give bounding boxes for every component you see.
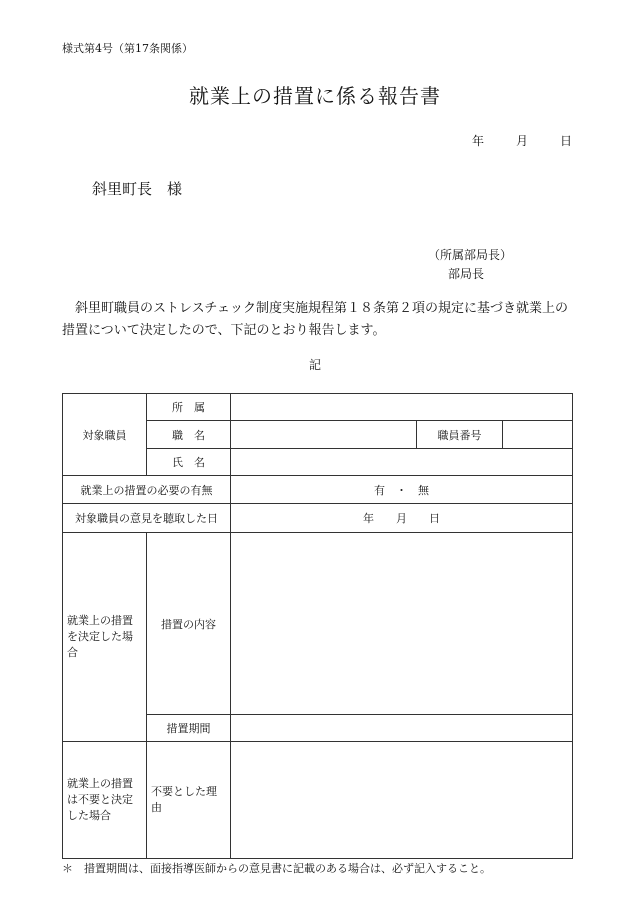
footnote: ＊ 措置期間は、面接指導医師からの意見書に記載のある場合は、必ず記入すること。	[62, 862, 491, 875]
measure-content-label: 措置の内容	[147, 533, 231, 715]
opinion-date-field[interactable]: 年 月 日	[231, 504, 573, 533]
necessity-label: 就業上の措置の必要の有無	[63, 476, 231, 504]
addressee: 斜里町長 様	[92, 180, 183, 198]
date-line	[472, 132, 572, 149]
date-month: 月	[516, 134, 529, 148]
sender-dept: （所属部局長）	[428, 248, 513, 262]
report-table	[62, 393, 573, 859]
target-staff-label: 対象職員	[63, 394, 147, 476]
date-day: 日	[560, 134, 573, 148]
affiliation-label: 所 属	[147, 394, 231, 421]
reason-field[interactable]	[231, 742, 573, 859]
body-text: 斜里町職員のストレスチェック制度実施規程第１８条第２項の規定に基づき就業上の措置について決定したので、下記のとおり報告します。	[62, 301, 568, 338]
date-year: 年	[472, 134, 485, 148]
ki-label: 記	[308, 358, 321, 372]
document-title: 就業上の措置に係る報告書	[189, 84, 441, 108]
decided-label: 就業上の措置を決定した場合	[63, 533, 147, 742]
necessity-options[interactable]: 有 ・ 無	[231, 476, 573, 504]
staff-number-field[interactable]	[503, 421, 573, 449]
measure-period-label: 措置期間	[147, 715, 231, 742]
measure-content-field[interactable]	[231, 533, 573, 715]
opinion-date-label: 対象職員の意見を聴取した日	[63, 504, 231, 533]
staff-number-label: 職員番号	[417, 421, 503, 449]
position-label: 職 名	[147, 421, 231, 449]
sender-title: 部局長	[448, 267, 485, 281]
name-field[interactable]	[231, 449, 573, 476]
position-field[interactable]	[231, 421, 417, 449]
name-label: 氏 名	[147, 449, 231, 476]
form-number: 様式第4号（第17条関係）	[62, 42, 193, 55]
reason-label: 不要とした理由	[147, 742, 231, 859]
affiliation-field[interactable]	[231, 394, 573, 421]
sender-block	[428, 246, 512, 284]
measure-period-field[interactable]	[231, 715, 573, 742]
not-needed-label: 就業上の措置は不要と決定した場合	[63, 742, 147, 859]
